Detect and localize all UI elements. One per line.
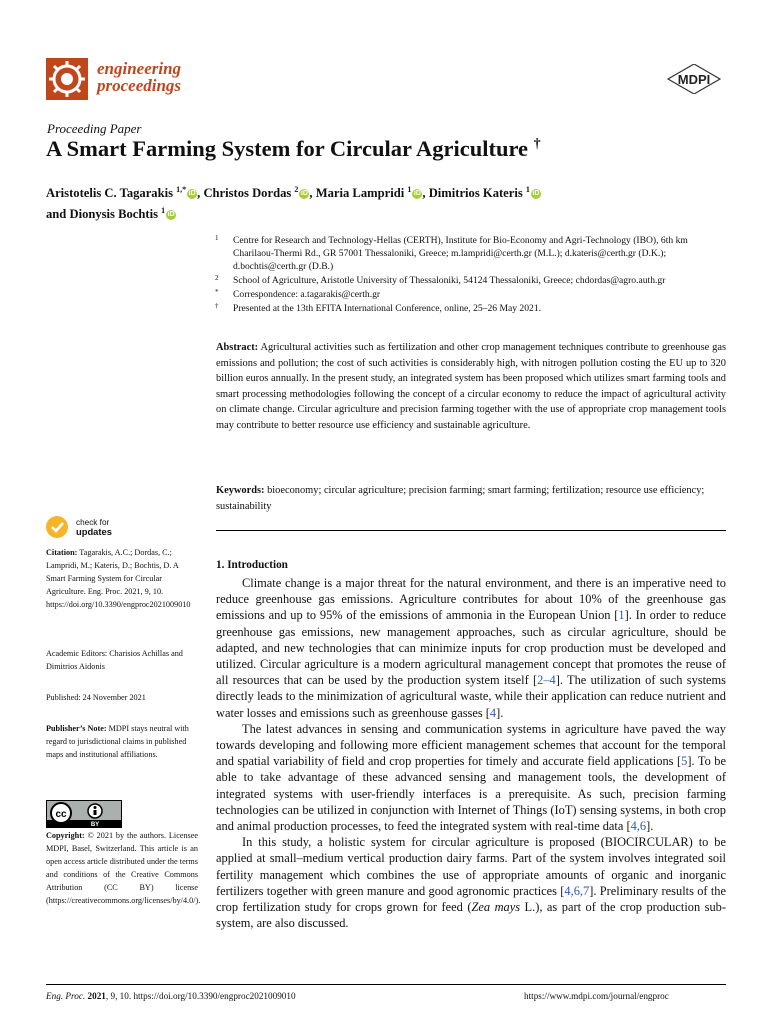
paper-title <box>46 136 541 162</box>
published-date: Published: 24 November 2021 <box>46 693 146 702</box>
section-heading: 1. Introduction <box>216 559 288 571</box>
copyright-label: Copyright: <box>46 831 85 840</box>
author-affiliation-mark: 1 <box>525 185 530 194</box>
body-paragraph <box>216 721 726 834</box>
keywords-text: bioeconomy; circular agriculture; precision farming; smart farming; fertilization; resource use efficiency; sustainability <box>216 485 705 512</box>
body-text-run: In this study, a holistic system for circular agriculture is proposed (BIOCIRCULAR) to be applied at small–medium vertical production dairy farms. Part of the system involves integrated soil fertility management which combines the use of appropriate amounts of organic and inorganic fertilizers together with green manure and good agronomic practices [ <box>216 835 726 898</box>
journal-name-line1: engineering <box>97 59 182 78</box>
affiliation-mark: 1 <box>215 234 219 242</box>
citation <box>46 546 198 611</box>
affiliation-mark: † <box>215 302 219 311</box>
affiliation-text: Correspondence: a.tagarakis@certh.gr <box>233 289 381 301</box>
body-text-run: ]. To be able to take advantage of these advanced sensing and management tools, the development of integrated systems with user-friendly interfaces is a prerequisite. As such, precision farming technologies can be utilized in conjunction with Internet of Things (IoT) sensing systems, in both crop and animal production processes, to feed the integrated system with real-time data [ <box>216 754 726 834</box>
author-affiliation-mark: 1 <box>161 206 166 216</box>
author-and: and <box>46 207 67 222</box>
affiliation-text: School of Agriculture, Aristotle University of Thessaloniki, 54124 Thessaloniki, Greece; chdordas@agro.auth.gr <box>233 275 666 287</box>
abstract <box>216 340 726 434</box>
check-for-updates-line2: updates <box>76 526 112 537</box>
orcid-icon[interactable]: iD <box>188 190 196 198</box>
orcid-icon[interactable]: iD <box>167 211 175 219</box>
paper-type: Proceeding Paper <box>47 121 142 136</box>
affiliation-item <box>213 302 728 315</box>
footer-journal: Eng. Proc. <box>46 991 86 1001</box>
author-name[interactable]: Dimitrios Kateris <box>428 186 523 201</box>
citation-label: Citation: <box>46 548 78 557</box>
footer-citation <box>46 991 296 1001</box>
publisher-note-text: MDPI stays neutral with regard to jurisdictional claims in published maps and institutional affiliations. <box>46 724 189 760</box>
cc-by-label: BY <box>90 822 100 828</box>
body-text-run: ]. In order to reduce greenhouse gas emissions, new management approaches, such as circular agriculture, should be adapted, and new technologies that can minimize inputs for crop production must be developed and utilized. Circular agriculture is a modern agricultural management concept that promotes the reuse of all resources that can be used by the production system itself [ <box>216 608 727 688</box>
body-paragraph <box>216 834 726 931</box>
body-text-run: L.), as part of the crop production sub-system, are also discussed. <box>216 900 726 931</box>
body-text-run: ]. <box>496 705 504 720</box>
affiliation-text: Presented at the 13th EFITA International Conference, online, 25–26 May 2021. <box>233 303 542 315</box>
copyright-text: © 2021 by the authors. Licensee MDPI, Basel, Switzerland. This article is an open access article distributed under the terms and conditions of the Creative Commons Attribution (CC BY) license (https://creativecommons.org/licenses/by/4.0/). <box>46 831 201 906</box>
copyright <box>46 829 201 908</box>
citation-link[interactable]: 4 <box>489 705 497 720</box>
body-text-run: ]. Preliminary results of the crop fertilization study for crops grown for feed ( <box>216 883 726 915</box>
check-for-updates-line1: check for <box>76 518 110 527</box>
mdpi-logo-text: MDPI <box>677 72 711 87</box>
footer-journal-url[interactable]: https://www.mdpi.com/journal/engproc <box>524 991 669 1001</box>
cc-by-license-icon[interactable] <box>46 800 122 828</box>
affiliations <box>213 234 728 317</box>
citation-link[interactable]: 2–4 <box>537 673 556 688</box>
check-for-updates[interactable] <box>46 516 112 538</box>
svg-text:cc: cc <box>55 809 67 820</box>
keywords-label: Keywords: <box>216 485 265 496</box>
author-name[interactable]: Dionysis Bochtis <box>69 207 158 222</box>
species-name: Zea mays <box>471 900 521 915</box>
body-text-run: The latest advances in sensing and communication systems in agriculture have paved the way towards developing and following more efficient management schemes that account for the temporal and spatial variability of field and crop properties for timely and accurate field applications [ <box>216 721 726 769</box>
citation-link[interactable]: 4,6,7 <box>564 883 590 898</box>
author-list: Aristotelis C. Tagarakis $^{1,*}$ iD , Christos Dordas $^2$ iD , Maria Lampridi $^1$ iD , Dimitrios Kateris $^1$ iD and Dionysis Bochtis $^1$ iD <box>46 185 540 222</box>
author-affiliation-mark: 2 <box>294 185 299 194</box>
author-affiliation-mark: 1 <box>407 185 412 194</box>
body-text <box>216 575 726 931</box>
journal-name <box>97 60 181 94</box>
body-paragraph <box>216 575 726 721</box>
keywords <box>216 483 726 514</box>
abstract-text: Agricultural activities such as fertilization and other crop management techniques contribute to greenhouse gas emissions and pollution; the cost of such activities is considerably high, with nitrogen pollution costing the EU up to 320 billion euros annually. In the present study, an integrated system has been proposed which utilizes smart farming tools and smart processing methodologies following the concept of a circular economy to reduce the impact of agricultural activity on climate change. Circular agriculture and precision farming together with the use of appropriate crop management tools may contribute to better resource use efficiency and sustainable agriculture. <box>216 342 727 431</box>
check-for-updates-icon <box>46 516 68 538</box>
body-text-run: Climate change is a major threat for the natural environment, and there is an imperative need to reduce greenhouse gas emissions. Agriculture contributes for about 10% of the greenhouse gas emissions and up to 95% of the emissions of ammonia in the European Union [ <box>216 576 726 623</box>
affiliation-item <box>213 288 728 301</box>
author-name[interactable]: Christos Dordas <box>203 186 292 201</box>
divider <box>216 530 726 531</box>
affiliation-mark: * <box>215 288 219 297</box>
academic-editors: Academic Editors: Charisios Achillas and Dimitrios Aidonis <box>46 649 183 672</box>
orcid-icon[interactable]: iD <box>532 190 540 198</box>
publisher-note-label: Publisher’s Note: <box>46 724 107 733</box>
journal-name-line2: proceedings <box>97 76 182 95</box>
mdpi-logo[interactable] <box>666 64 722 94</box>
paper-title-text: A Smart Farming System for Circular Agriculture <box>46 136 529 161</box>
footer-year: 2021 <box>87 991 106 1001</box>
citation-link[interactable]: 5 <box>681 754 688 769</box>
author-name[interactable]: Aristotelis C. Tagarakis <box>46 186 173 201</box>
orcid-icon[interactable]: iD <box>300 190 308 198</box>
footer-divider <box>46 984 726 985</box>
publisher-note <box>46 722 198 761</box>
citation-link[interactable]: 1 <box>618 608 625 623</box>
author-name[interactable]: Maria Lampridi <box>315 186 405 201</box>
citation-link[interactable]: 4,6 <box>630 819 647 834</box>
affiliation-mark: 2 <box>215 274 219 283</box>
body-text-run: ]. The utilization of such systems directly leads to the minimization of agricultural waste, while their application can reduce nutrient and water losses and emissions such as greenhouse gasses [ <box>216 673 726 720</box>
affiliation-text: Centre for Research and Technology-Hellas (CERTH), Institute for Bio-Economy and Agri-Technology (IBO), 6th km Charilaou-Thermi Rd., GR 57001 Thessaloniki, Greece; m.lampridi@certh.gr (M.L.); d.kateris@certh.gr (D.K.); d.bochtis@certh.gr (D.B.) <box>233 235 688 273</box>
citation-text: Tagarakis, A.C.; Dordas, C.; Lampridi, M.; Kateris, D.; Bochtis, D. A Smart Farming System for Circular Agriculture. Eng. Proc. 2021, 9, 10. https://doi.org/10.3390/engproc2021009010 <box>46 548 191 610</box>
body-text-run: ]. <box>646 819 654 834</box>
affiliation-item <box>213 234 728 273</box>
footer-doi: , 9, 10. https://doi.org/10.3390/engproc2021009010 <box>105 991 296 1001</box>
abstract-label: Abstract: <box>216 342 259 353</box>
affiliation-item <box>213 274 728 287</box>
orcid-icon[interactable]: iD <box>413 190 421 198</box>
author-affiliation-mark: 1,* <box>176 185 187 194</box>
title-footnote-mark: † <box>533 136 541 152</box>
journal-logo-icon <box>46 58 88 100</box>
